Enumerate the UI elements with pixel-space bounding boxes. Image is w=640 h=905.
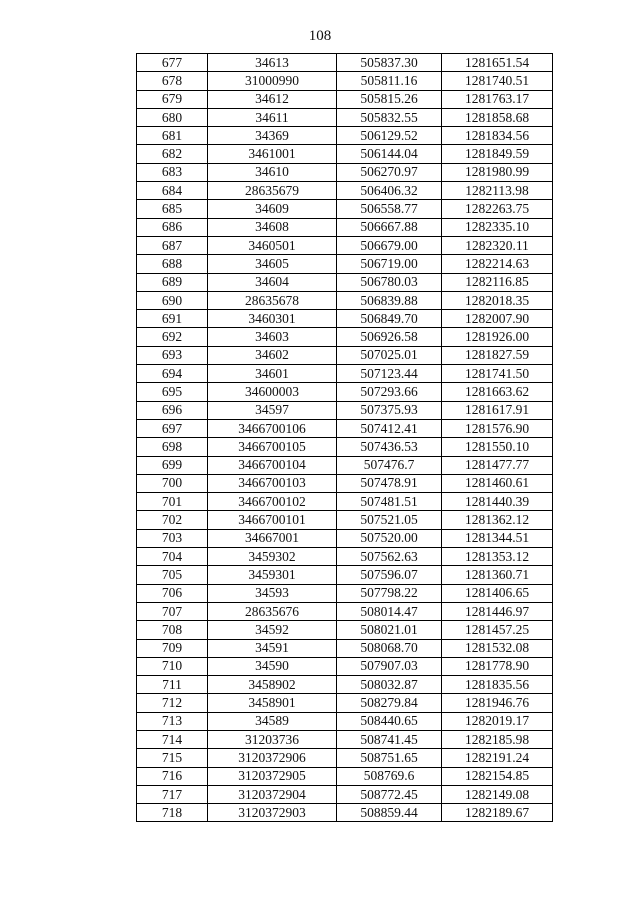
point-number-cell: 695: [137, 383, 208, 401]
point-number-cell: 706: [137, 584, 208, 602]
point-id-cell: 3459301: [208, 566, 337, 584]
table-row: [137, 493, 553, 511]
y-coordinate-cell: 1281406.65: [442, 584, 553, 602]
point-number-cell: 684: [137, 182, 208, 200]
x-coordinate-cell: 505815.26: [337, 90, 442, 108]
point-number-cell: 681: [137, 127, 208, 145]
table-row: [137, 621, 553, 639]
table-row: [137, 511, 553, 529]
y-coordinate-cell: 1281835.56: [442, 676, 553, 694]
x-coordinate-cell: 507596.07: [337, 566, 442, 584]
table-row: [137, 438, 553, 456]
x-coordinate-cell: 506270.97: [337, 163, 442, 181]
point-number-cell: 698: [137, 438, 208, 456]
point-number-cell: 677: [137, 54, 208, 72]
table-row: [137, 548, 553, 566]
table-row: [137, 72, 553, 90]
y-coordinate-cell: 1281617.91: [442, 401, 553, 419]
y-coordinate-cell: 1282149.08: [442, 785, 553, 803]
y-coordinate-cell: 1281532.08: [442, 639, 553, 657]
point-id-cell: 34612: [208, 90, 337, 108]
table-row: [137, 639, 553, 657]
point-number-cell: 702: [137, 511, 208, 529]
x-coordinate-cell: 508440.65: [337, 712, 442, 730]
x-coordinate-cell: 507293.66: [337, 383, 442, 401]
point-id-cell: 34610: [208, 163, 337, 181]
point-number-cell: 708: [137, 621, 208, 639]
y-coordinate-cell: 1281460.61: [442, 474, 553, 492]
point-number-cell: 687: [137, 236, 208, 254]
x-coordinate-cell: 506679.00: [337, 236, 442, 254]
table-row: [137, 804, 553, 822]
y-coordinate-cell: 1281362.12: [442, 511, 553, 529]
x-coordinate-cell: 508751.65: [337, 749, 442, 767]
table-row: [137, 145, 553, 163]
point-number-cell: 704: [137, 548, 208, 566]
point-number-cell: 696: [137, 401, 208, 419]
point-id-cell: 3466700102: [208, 493, 337, 511]
y-coordinate-cell: 1282116.85: [442, 273, 553, 291]
point-number-cell: 715: [137, 749, 208, 767]
table-row: [137, 291, 553, 309]
table-row: [137, 456, 553, 474]
point-number-cell: 680: [137, 108, 208, 126]
table-row: [137, 401, 553, 419]
point-id-cell: 34604: [208, 273, 337, 291]
table-row: [137, 182, 553, 200]
x-coordinate-cell: 508279.84: [337, 694, 442, 712]
x-coordinate-cell: 508769.6: [337, 767, 442, 785]
y-coordinate-cell: 1281741.50: [442, 365, 553, 383]
y-coordinate-cell: 1281550.10: [442, 438, 553, 456]
table-row: [137, 785, 553, 803]
x-coordinate-cell: 506667.88: [337, 218, 442, 236]
table-row: [137, 602, 553, 620]
x-coordinate-cell: 507521.05: [337, 511, 442, 529]
y-coordinate-cell: 1282113.98: [442, 182, 553, 200]
x-coordinate-cell: 507562.63: [337, 548, 442, 566]
y-coordinate-cell: 1282154.85: [442, 767, 553, 785]
point-id-cell: 3466700103: [208, 474, 337, 492]
x-coordinate-cell: 506780.03: [337, 273, 442, 291]
point-number-cell: 697: [137, 419, 208, 437]
point-id-cell: 34605: [208, 255, 337, 273]
point-id-cell: 28635676: [208, 602, 337, 620]
point-number-cell: 690: [137, 291, 208, 309]
point-id-cell: 34667001: [208, 529, 337, 547]
point-number-cell: 701: [137, 493, 208, 511]
point-id-cell: 3460501: [208, 236, 337, 254]
y-coordinate-cell: 1281763.17: [442, 90, 553, 108]
table-row: [137, 346, 553, 364]
point-id-cell: 3466700105: [208, 438, 337, 456]
table-row: [137, 108, 553, 126]
y-coordinate-cell: 1282007.90: [442, 310, 553, 328]
table-row: [137, 54, 553, 72]
x-coordinate-cell: 506406.32: [337, 182, 442, 200]
table-row: [137, 383, 553, 401]
point-id-cell: 34601: [208, 365, 337, 383]
y-coordinate-cell: 1281457.25: [442, 621, 553, 639]
y-coordinate-cell: 1282335.10: [442, 218, 553, 236]
x-coordinate-cell: 508014.47: [337, 602, 442, 620]
point-id-cell: 3120372906: [208, 749, 337, 767]
table-row: [137, 419, 553, 437]
point-id-cell: 34613: [208, 54, 337, 72]
x-coordinate-cell: 507025.01: [337, 346, 442, 364]
y-coordinate-cell: 1282320.11: [442, 236, 553, 254]
point-number-cell: 718: [137, 804, 208, 822]
x-coordinate-cell: 507481.51: [337, 493, 442, 511]
y-coordinate-cell: 1281353.12: [442, 548, 553, 566]
point-number-cell: 707: [137, 602, 208, 620]
table-row: [137, 694, 553, 712]
point-number-cell: 717: [137, 785, 208, 803]
point-number-cell: 700: [137, 474, 208, 492]
y-coordinate-cell: 1282263.75: [442, 200, 553, 218]
x-coordinate-cell: 506849.70: [337, 310, 442, 328]
point-number-cell: 710: [137, 657, 208, 675]
table-row: [137, 328, 553, 346]
table-row: [137, 127, 553, 145]
point-number-cell: 694: [137, 365, 208, 383]
point-number-cell: 705: [137, 566, 208, 584]
table-row: [137, 163, 553, 181]
point-id-cell: 3120372905: [208, 767, 337, 785]
y-coordinate-cell: 1282185.98: [442, 730, 553, 748]
x-coordinate-cell: 508772.45: [337, 785, 442, 803]
point-id-cell: 3458902: [208, 676, 337, 694]
x-coordinate-cell: 505811.16: [337, 72, 442, 90]
point-id-cell: 34589: [208, 712, 337, 730]
x-coordinate-cell: 507907.03: [337, 657, 442, 675]
y-coordinate-cell: 1281980.99: [442, 163, 553, 181]
y-coordinate-cell: 1281576.90: [442, 419, 553, 437]
point-id-cell: 34591: [208, 639, 337, 657]
table-row: [137, 712, 553, 730]
table-row: [137, 474, 553, 492]
point-id-cell: 34590: [208, 657, 337, 675]
point-id-cell: 3466700104: [208, 456, 337, 474]
page-number: 108: [308, 28, 332, 44]
x-coordinate-cell: 507478.91: [337, 474, 442, 492]
y-coordinate-cell: 1281360.71: [442, 566, 553, 584]
point-id-cell: 34611: [208, 108, 337, 126]
y-coordinate-cell: 1282019.17: [442, 712, 553, 730]
x-coordinate-cell: 506839.88: [337, 291, 442, 309]
point-number-cell: 703: [137, 529, 208, 547]
x-coordinate-cell: 507412.41: [337, 419, 442, 437]
table-row: [137, 767, 553, 785]
coordinates-table: [136, 53, 553, 822]
y-coordinate-cell: 1281849.59: [442, 145, 553, 163]
point-number-cell: 691: [137, 310, 208, 328]
point-number-cell: 699: [137, 456, 208, 474]
point-id-cell: 28635679: [208, 182, 337, 200]
table-row: [137, 676, 553, 694]
x-coordinate-cell: 506558.77: [337, 200, 442, 218]
x-coordinate-cell: 507520.00: [337, 529, 442, 547]
y-coordinate-cell: 1281651.54: [442, 54, 553, 72]
x-coordinate-cell: 507436.53: [337, 438, 442, 456]
point-id-cell: 34592: [208, 621, 337, 639]
x-coordinate-cell: 506719.00: [337, 255, 442, 273]
table-row: [137, 255, 553, 273]
x-coordinate-cell: 506926.58: [337, 328, 442, 346]
point-number-cell: 679: [137, 90, 208, 108]
point-id-cell: 34369: [208, 127, 337, 145]
point-number-cell: 678: [137, 72, 208, 90]
point-number-cell: 692: [137, 328, 208, 346]
table-row: [137, 529, 553, 547]
y-coordinate-cell: 1281858.68: [442, 108, 553, 126]
point-id-cell: 31000990: [208, 72, 337, 90]
table-row: [137, 749, 553, 767]
point-number-cell: 683: [137, 163, 208, 181]
y-coordinate-cell: 1281926.00: [442, 328, 553, 346]
point-id-cell: 34608: [208, 218, 337, 236]
point-id-cell: 3466700106: [208, 419, 337, 437]
y-coordinate-cell: 1281440.39: [442, 493, 553, 511]
table-row: [137, 236, 553, 254]
y-coordinate-cell: 1281778.90: [442, 657, 553, 675]
x-coordinate-cell: 508859.44: [337, 804, 442, 822]
point-id-cell: 3120372903: [208, 804, 337, 822]
y-coordinate-cell: 1281663.62: [442, 383, 553, 401]
point-id-cell: 3466700101: [208, 511, 337, 529]
y-coordinate-cell: 1282189.67: [442, 804, 553, 822]
y-coordinate-cell: 1282214.63: [442, 255, 553, 273]
point-number-cell: 711: [137, 676, 208, 694]
point-id-cell: 34602: [208, 346, 337, 364]
point-id-cell: 28635678: [208, 291, 337, 309]
x-coordinate-cell: 505837.30: [337, 54, 442, 72]
y-coordinate-cell: 1281477.77: [442, 456, 553, 474]
x-coordinate-cell: 507123.44: [337, 365, 442, 383]
table-row: [137, 584, 553, 602]
table-body: [137, 54, 553, 822]
x-coordinate-cell: 507375.93: [337, 401, 442, 419]
y-coordinate-cell: 1282018.35: [442, 291, 553, 309]
point-id-cell: 34609: [208, 200, 337, 218]
y-coordinate-cell: 1281740.51: [442, 72, 553, 90]
point-id-cell: 3120372904: [208, 785, 337, 803]
point-id-cell: 34603: [208, 328, 337, 346]
table-row: [137, 310, 553, 328]
point-id-cell: 3460301: [208, 310, 337, 328]
x-coordinate-cell: 505832.55: [337, 108, 442, 126]
point-number-cell: 689: [137, 273, 208, 291]
table-row: [137, 218, 553, 236]
point-number-cell: 686: [137, 218, 208, 236]
x-coordinate-cell: 508032.87: [337, 676, 442, 694]
x-coordinate-cell: 506144.04: [337, 145, 442, 163]
point-id-cell: 3459302: [208, 548, 337, 566]
table-row: [137, 200, 553, 218]
point-id-cell: 34593: [208, 584, 337, 602]
point-number-cell: 685: [137, 200, 208, 218]
point-id-cell: 3458901: [208, 694, 337, 712]
point-number-cell: 709: [137, 639, 208, 657]
point-number-cell: 713: [137, 712, 208, 730]
table-row: [137, 365, 553, 383]
y-coordinate-cell: 1281834.56: [442, 127, 553, 145]
x-coordinate-cell: 507798.22: [337, 584, 442, 602]
point-number-cell: 712: [137, 694, 208, 712]
y-coordinate-cell: 1281827.59: [442, 346, 553, 364]
table-row: [137, 566, 553, 584]
y-coordinate-cell: 1281344.51: [442, 529, 553, 547]
point-number-cell: 716: [137, 767, 208, 785]
table-row: [137, 730, 553, 748]
point-id-cell: 34597: [208, 401, 337, 419]
point-id-cell: 3461001: [208, 145, 337, 163]
point-number-cell: 688: [137, 255, 208, 273]
table-row: [137, 273, 553, 291]
point-id-cell: 31203736: [208, 730, 337, 748]
x-coordinate-cell: 507476.7: [337, 456, 442, 474]
table-row: [137, 90, 553, 108]
x-coordinate-cell: 506129.52: [337, 127, 442, 145]
x-coordinate-cell: 508021.01: [337, 621, 442, 639]
y-coordinate-cell: 1281446.97: [442, 602, 553, 620]
point-number-cell: 693: [137, 346, 208, 364]
x-coordinate-cell: 508741.45: [337, 730, 442, 748]
point-number-cell: 714: [137, 730, 208, 748]
y-coordinate-cell: 1282191.24: [442, 749, 553, 767]
point-id-cell: 34600003: [208, 383, 337, 401]
y-coordinate-cell: 1281946.76: [442, 694, 553, 712]
point-number-cell: 682: [137, 145, 208, 163]
x-coordinate-cell: 508068.70: [337, 639, 442, 657]
table-row: [137, 657, 553, 675]
